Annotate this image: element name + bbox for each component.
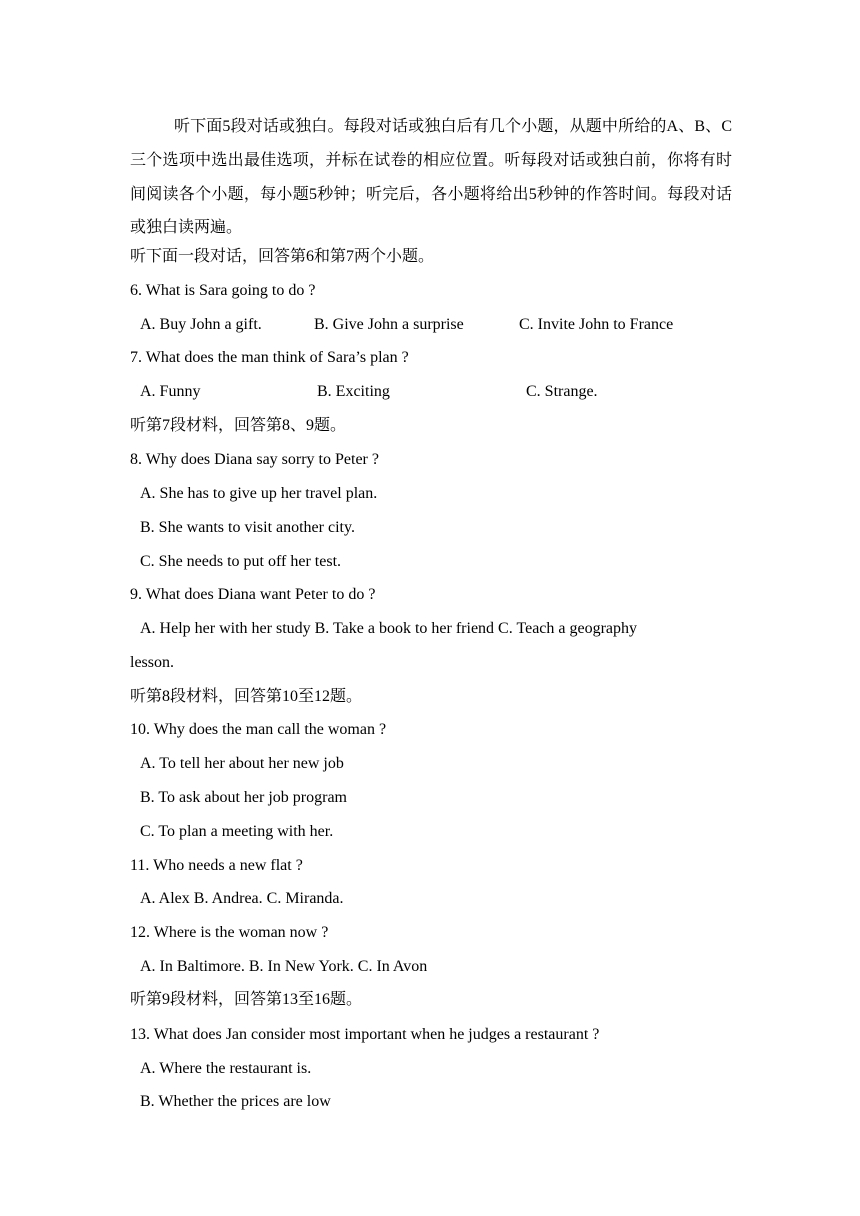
q10-option-b: B. To ask about her job program <box>140 789 347 806</box>
question-9: 9. What does Diana want Peter to do ? <box>130 586 376 603</box>
q9-options-continued: lesson. <box>130 654 174 671</box>
section-heading-8-9: 听第7段材料，回答第8、9题。 <box>130 417 347 434</box>
q6-option-a: A. Buy John a gift. <box>140 316 262 333</box>
q6-option-b: B. Give John a surprise <box>314 316 464 333</box>
q6-option-c: C. Invite John to France <box>519 316 674 333</box>
q13-option-b: B. Whether the prices are low <box>140 1093 331 1110</box>
listening-instructions: 听下面5段对话或独白。每段对话或独白后有几个小题，从题中所给的A、B、C三个选项中选出最佳选项，并标在试卷的相应位置。听每段对话或独白前，你将有时间阅读各个小题，每小题5秒钟；听完后，各小题将给出5秒钟的作答时间。每段对话或独白读两遍。 <box>130 118 732 237</box>
q8-option-c: C. She needs to put off her test. <box>140 553 342 570</box>
question-7: 7. What does the man think of Sara’s plan ? <box>130 349 409 366</box>
section-heading-13-16: 听第9段材料，回答第13至16题。 <box>130 991 363 1008</box>
q13-option-a: A. Where the restaurant is. <box>140 1060 312 1077</box>
q12-options: A. In Baltimore. B. In New York. C. In Avon <box>140 958 428 975</box>
section-heading-6-7: 听下面一段对话，回答第6和第7两个小题。 <box>130 248 435 265</box>
q11-options: A. Alex B. Andrea. C. Miranda. <box>140 890 344 907</box>
q7-option-a: A. Funny <box>140 383 201 400</box>
question-10: 10. Why does the man call the woman ? <box>130 721 387 738</box>
q9-options: A. Help her with her study B. Take a book to her friend C. Teach a geography <box>140 620 638 637</box>
question-12: 12. Where is the woman now ? <box>130 924 329 941</box>
section-heading-10-12: 听第8段材料，回答第10至12题。 <box>130 688 363 705</box>
question-13: 13. What does Jan consider most important when he judges a restaurant ? <box>130 1026 600 1043</box>
q8-option-a: A. She has to give up her travel plan. <box>140 485 378 502</box>
q7-option-b: B. Exciting <box>317 383 390 400</box>
q7-option-c: C. Strange. <box>526 383 598 400</box>
q8-option-b: B. She wants to visit another city. <box>140 519 355 536</box>
question-6: 6. What is Sara going to do ? <box>130 282 316 299</box>
q10-option-c: C. To plan a meeting with her. <box>140 823 334 840</box>
q10-option-a: A. To tell her about her new job <box>140 755 344 772</box>
question-8: 8. Why does Diana say sorry to Peter ? <box>130 451 379 468</box>
question-11: 11. Who needs a new flat ? <box>130 857 303 874</box>
